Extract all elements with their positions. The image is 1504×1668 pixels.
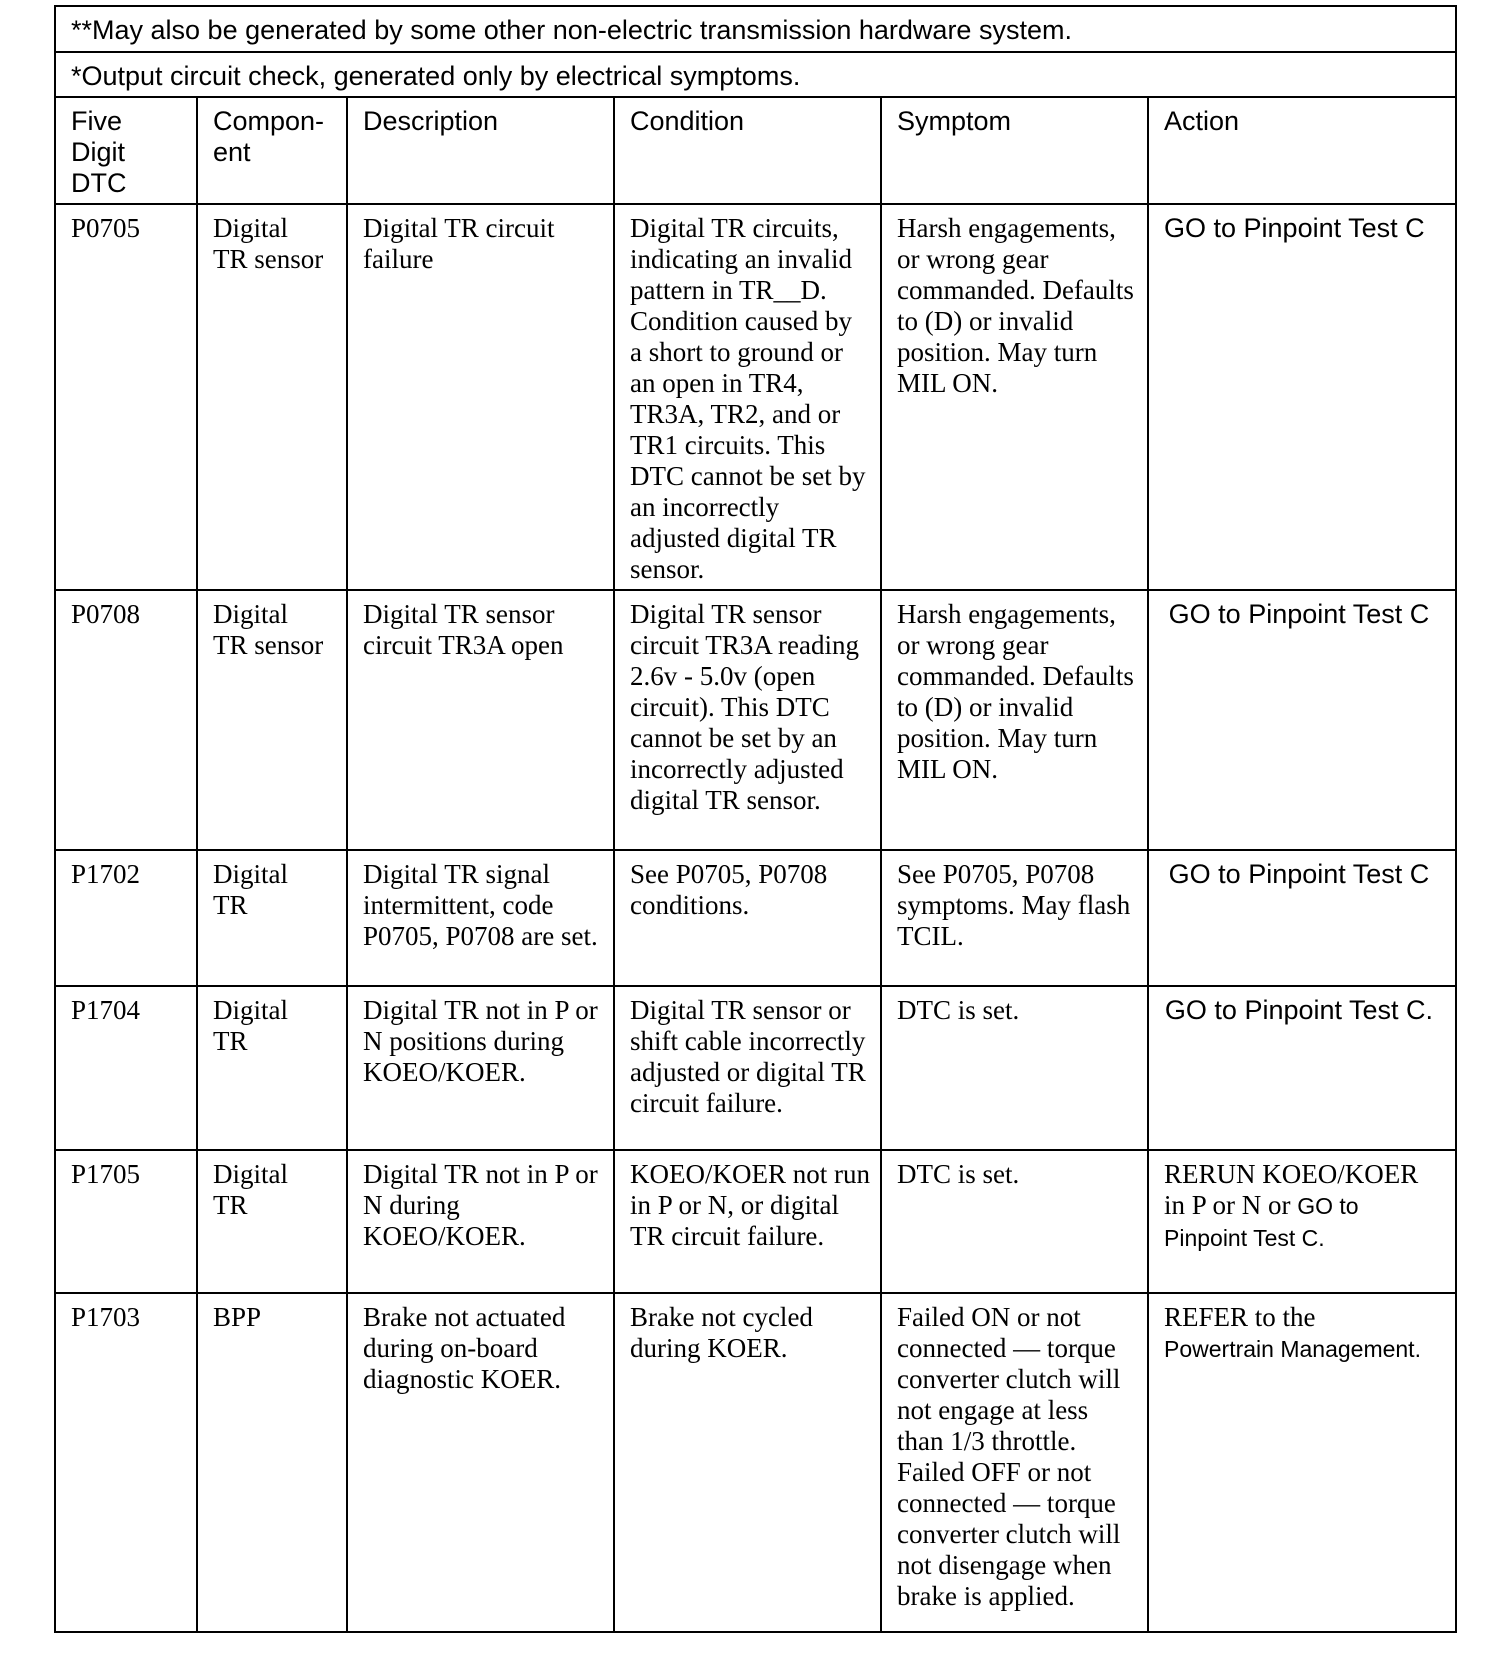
dtc-code: P1704 xyxy=(55,986,197,1150)
header-condition: Condition xyxy=(614,97,881,204)
action-cell xyxy=(1148,1293,1456,1632)
table-row xyxy=(55,204,1456,590)
table-row xyxy=(55,986,1456,1150)
component-cell xyxy=(197,204,347,590)
component-line: TR sensor xyxy=(213,630,324,660)
dtc-code: P0705 xyxy=(55,204,197,590)
action-cell: GO to Pinpoint Test C xyxy=(1148,204,1456,590)
table-row xyxy=(55,590,1456,850)
description-cell: Digital TR sensor circuit TR3A open xyxy=(347,590,614,850)
action-text: RERUN KOEO/KOER in P or N or xyxy=(1164,1159,1419,1220)
action-text: REFER to the xyxy=(1164,1302,1316,1332)
header-component xyxy=(197,97,347,204)
header-dtc-line3: DTC xyxy=(71,168,127,198)
description-cell: Brake not actuated during on-board diagnostic KOER. xyxy=(347,1293,614,1632)
header-dtc-line2: Digit xyxy=(71,137,126,167)
symptom-cell: DTC is set. xyxy=(881,986,1148,1150)
action-cell: GO to Pinpoint Test C xyxy=(1148,850,1456,986)
dtc-code: P1703 xyxy=(55,1293,197,1632)
component-cell xyxy=(197,850,347,986)
description-cell: Digital TR not in P or N during KOEO/KOER. xyxy=(347,1150,614,1293)
component-cell xyxy=(197,1293,347,1632)
symptom-cell: Harsh engagements, or wrong gear commanded. Defaults to (D) or invalid position. May turn MIL ON. xyxy=(881,204,1148,590)
dtc-code: P1705 xyxy=(55,1150,197,1293)
symptom-cell: Failed ON or not connected — torque converter clutch will not engage at less than 1/3 throttle. Failed OFF or not connected — torque converter clutch will not disengage when brake is applied. xyxy=(881,1293,1148,1632)
header-component-line2: ent xyxy=(213,137,251,167)
note-row-hardware xyxy=(55,6,1456,52)
component-line: Digital xyxy=(213,599,288,629)
condition-cell: Brake not cycled during KOER. xyxy=(614,1293,881,1632)
component-line: Digital xyxy=(213,859,288,889)
action-link-text: GO to Pinpoint Test C. xyxy=(1164,1193,1359,1251)
note-hardware: **May also be generated by some other non-electric transmission hardware system. xyxy=(55,6,1456,52)
table-row xyxy=(55,850,1456,986)
action-cell xyxy=(1148,1150,1456,1293)
dtc-code: P1702 xyxy=(55,850,197,986)
header-action: Action xyxy=(1148,97,1456,204)
note-output-check: *Output circuit check, generated only by electrical symptoms. xyxy=(55,52,1456,97)
description-cell: Digital TR not in P or N positions during KOEO/KOER. xyxy=(347,986,614,1150)
component-line: Digital xyxy=(213,213,288,243)
dtc-code: P0708 xyxy=(55,590,197,850)
action-cell: GO to Pinpoint Test C. xyxy=(1148,986,1456,1150)
component-line: TR xyxy=(213,890,248,920)
action-link-text: Powertrain Management. xyxy=(1164,1336,1421,1362)
component-line: TR xyxy=(213,1026,248,1056)
header-symptom: Symptom xyxy=(881,97,1148,204)
component-cell xyxy=(197,590,347,850)
action-cell: GO to Pinpoint Test C xyxy=(1148,590,1456,850)
condition-cell: Digital TR sensor or shift cable incorrectly adjusted or digital TR circuit failure. xyxy=(614,986,881,1150)
header-description: Description xyxy=(347,97,614,204)
component-line: TR xyxy=(213,1190,248,1220)
component-line: Digital xyxy=(213,995,288,1025)
header-dtc-line1: Five xyxy=(71,106,123,136)
table-row xyxy=(55,1293,1456,1632)
symptom-cell: DTC is set. xyxy=(881,1150,1148,1293)
condition-cell: See P0705, P0708 conditions. xyxy=(614,850,881,986)
symptom-cell: Harsh engagements, or wrong gear commanded. Defaults to (D) or invalid position. May turn MIL ON. xyxy=(881,590,1148,850)
table-row xyxy=(55,1150,1456,1293)
component-line: Digital xyxy=(213,1159,288,1189)
component-line: BPP xyxy=(213,1302,262,1332)
header-row xyxy=(55,97,1456,204)
condition-cell: KOEO/KOER not run in P or N, or digital TR circuit failure. xyxy=(614,1150,881,1293)
header-dtc xyxy=(55,97,197,204)
component-line: TR sensor xyxy=(213,244,324,274)
condition-cell: Digital TR sensor circuit TR3A reading 2.6v - 5.0v (open circuit). This DTC cannot be set by an incorrectly adjusted digital TR sensor. xyxy=(614,590,881,850)
component-cell xyxy=(197,1150,347,1293)
note-row-output-check xyxy=(55,52,1456,97)
component-cell xyxy=(197,986,347,1150)
dtc-table xyxy=(54,5,1457,1633)
condition-cell: Digital TR circuits, indicating an invalid pattern in TR__D. Condition caused by a short to ground or an open in TR4, TR3A, TR2, and or TR1 circuits. This DTC cannot be set by an incorrectly adjusted digital TR sensor. xyxy=(614,204,881,590)
symptom-cell: See P0705, P0708 symptoms. May flash TCIL. xyxy=(881,850,1148,986)
header-component-line1: Compon- xyxy=(213,106,325,136)
description-cell: Digital TR circuit failure xyxy=(347,204,614,590)
description-cell: Digital TR signal intermittent, code P0705, P0708 are set. xyxy=(347,850,614,986)
